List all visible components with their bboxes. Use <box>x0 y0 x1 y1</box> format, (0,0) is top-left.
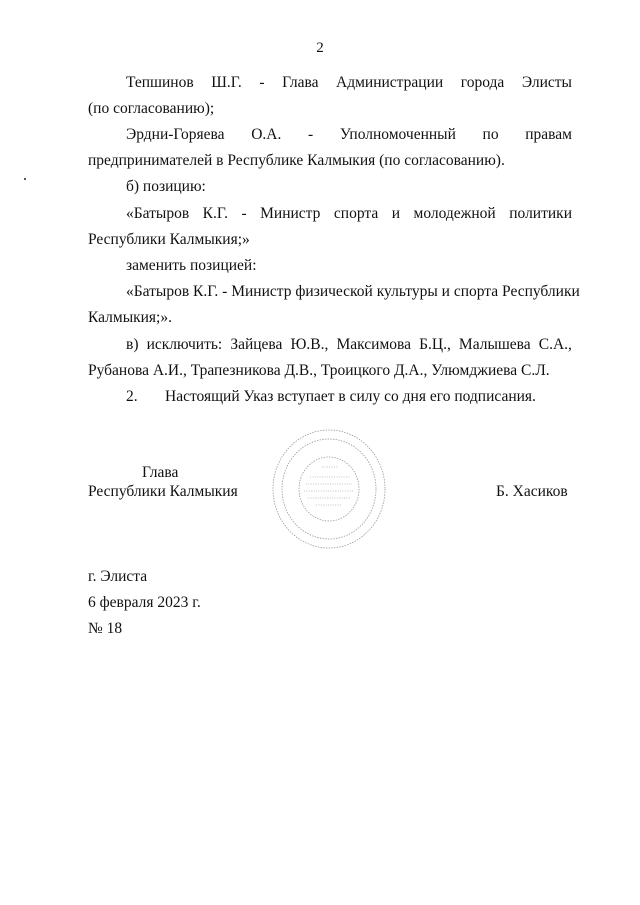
word: Б.Ц., <box>419 336 451 353</box>
line-7: Республики Калмыкия;» <box>88 231 250 248</box>
word: Тепшинов <box>126 74 194 91</box>
word: - <box>259 74 265 91</box>
word: О.А. <box>251 126 282 143</box>
line-13-number: 2. <box>126 388 138 405</box>
word: спорта <box>333 205 379 222</box>
footer-number: № 18 <box>88 620 123 637</box>
line-9: «Батыров К.Г. - Министр физической культуры и спорта Республики <box>126 283 580 300</box>
word: правам <box>525 126 572 143</box>
line-12: Рубанова А.И., Трапезникова Д.В., Троицкого Д.А., Улюмджиева С.Л. <box>88 362 550 379</box>
word: и <box>391 205 401 222</box>
page-number: 2 <box>316 40 324 56</box>
line-5: б) позицию: <box>126 178 206 195</box>
line-10: Калмыкия;». <box>88 309 172 326</box>
word: К.Г. <box>202 205 228 222</box>
line-13-text: Настоящий Указ вступает в силу со дня его подписания. <box>165 388 536 405</box>
word: Ю.В., <box>290 336 329 353</box>
line-2: (по согласованию); <box>88 100 215 117</box>
word: Зайцева <box>230 336 283 353</box>
word: в) <box>126 336 139 353</box>
word: по <box>482 126 499 143</box>
footer-date: 6 февраля 2023 г. <box>88 594 201 611</box>
line-4: предпринимателей в Республике Калмыкия (по согласованию). <box>88 152 505 169</box>
word: «Батыров <box>126 205 190 222</box>
word: С.А., <box>538 336 572 353</box>
line-8: заменить позицией: <box>126 257 257 274</box>
word: Министр <box>260 205 321 222</box>
margin-mark <box>24 178 26 180</box>
line-6 <box>126 204 572 224</box>
word: - <box>241 205 247 222</box>
word: Элисты <box>521 74 572 91</box>
word: Администрации <box>336 74 444 91</box>
word: города <box>460 74 505 91</box>
line-11 <box>126 335 572 355</box>
footer-city: г. Элиста <box>88 568 148 585</box>
signature-title-line2: Республики Калмыкия <box>88 483 238 500</box>
line-3 <box>126 125 572 145</box>
official-seal-stamp <box>270 427 388 552</box>
word: Глава <box>282 74 319 91</box>
word: молодежной <box>413 205 496 222</box>
word: Ш.Г. <box>211 74 242 91</box>
line-1 <box>126 73 572 93</box>
word: Максимова <box>336 336 412 353</box>
word: Уполномоченный <box>339 126 456 143</box>
signature-name: Б. Хасиков <box>496 483 568 500</box>
word: Эрдни-Горяева <box>126 126 225 143</box>
word: Малышева <box>458 336 531 353</box>
word: исключить: <box>146 336 223 353</box>
word: политики <box>509 205 572 222</box>
word: - <box>307 126 314 143</box>
signature-title-line1: Глава <box>142 464 179 481</box>
